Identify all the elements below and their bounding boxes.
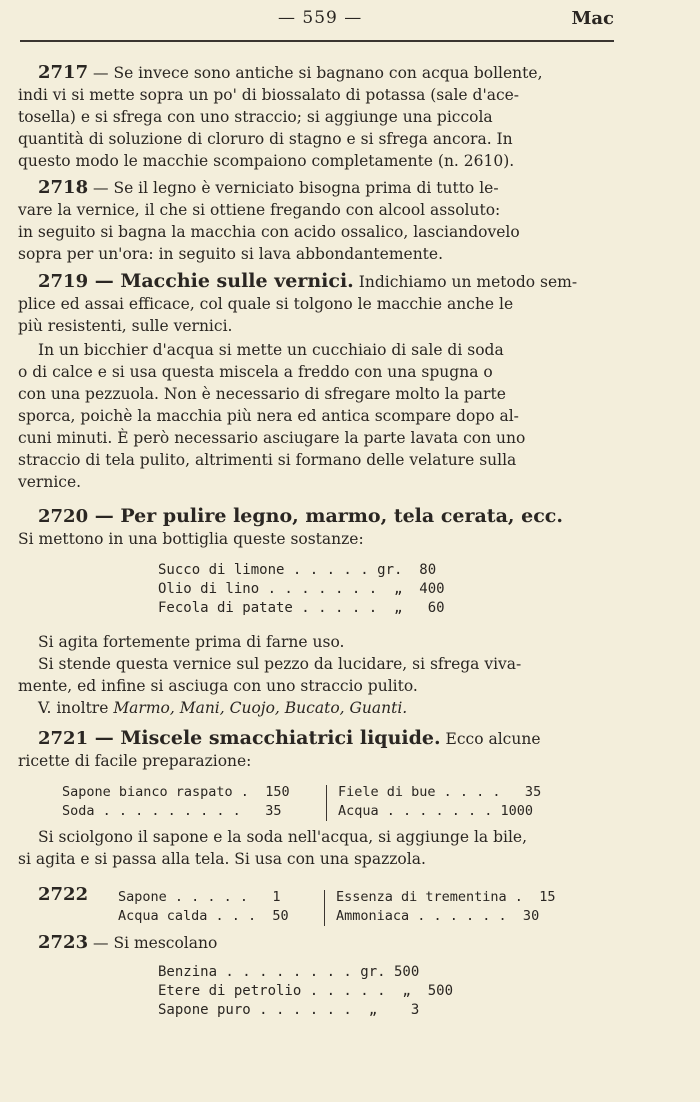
- recipe-row: Olio di lino . . . . . . . „ 400: [158, 581, 445, 597]
- page-header: [20, 8, 614, 38]
- recipe-row: Sapone bianco raspato . 150: [62, 784, 290, 800]
- recipe-row: Fiele di bue . . . . 35: [338, 784, 542, 800]
- column-divider: [326, 785, 327, 821]
- entry-number: 2721: [38, 728, 89, 749]
- recipe-row: Essenza di trementina . 15: [336, 889, 556, 905]
- entry-number: 2722: [38, 884, 89, 905]
- entry-number: 2719: [38, 271, 89, 292]
- recipe-row: Succo di limone . . . . . gr. 80: [158, 562, 437, 578]
- entry-2720-notes: Si agita fortemente prima di farne uso. Si stende questa vernice sul pezzo da lucidare, si sfrega viva- mente, ed infine si asciuga con uno straccio pulito. V. inoltre Marmo, Mani, Cuojo, Bucato, Guanti.: [18, 633, 522, 717]
- entry-title: — Miscele smacchiatrici liquide.: [88, 727, 441, 749]
- recipe-row: Etere di petrolio . . . . . „ 500: [158, 983, 454, 999]
- recipe-row: Acqua . . . . . . . 1000: [338, 803, 534, 819]
- entry-2723: 2723 — Si mescolano: [38, 932, 218, 953]
- recipe-row: Sapone puro . . . . . . „ 3: [158, 1002, 420, 1018]
- recipe-row: Acqua calda . . . 50: [118, 908, 289, 924]
- recipe-2721: [62, 783, 622, 823]
- entry-number: 2717: [38, 62, 89, 83]
- section-word: Mac: [571, 8, 614, 29]
- header-rule: [20, 40, 614, 42]
- entry-number: 2723: [38, 932, 89, 953]
- entry-2721: 2721 — Miscele smacchiatrici liquide. Ecco alcune ricette di facile preparazione:: [18, 727, 541, 770]
- page-number: — 559 —: [278, 8, 363, 28]
- recipe-row: Fecola di patate . . . . . „ 60: [158, 600, 445, 616]
- recipe-2723: [158, 963, 453, 1020]
- recipe-row: Ammoniaca . . . . . . 30: [336, 908, 540, 924]
- see-also-refs: Marmo, Mani, Cuojo, Bucato, Guanti.: [113, 699, 408, 717]
- recipe-row: Benzina . . . . . . . . gr. 500: [158, 964, 420, 980]
- recipe-row: Sapone . . . . . 1: [118, 889, 281, 905]
- column-divider: [324, 890, 325, 926]
- entry-2721-notes: Si sciolgono il sapone e la soda nell'acqua, si aggiunge la bile, si agita e si passa alla tela. Si usa con una spazzola.: [18, 828, 528, 868]
- recipe-2720: [158, 561, 445, 618]
- entry-number: 2718: [38, 177, 89, 198]
- entry-2720: 2720 — Per pulire legno, marmo, tela cerata, ecc. Si mettono in una bottiglia queste sostanze:: [18, 505, 563, 548]
- entry-number: 2720: [38, 506, 89, 527]
- recipe-2722: [118, 888, 618, 928]
- entry-title: — Per pulire legno, marmo, tela cerata, ecc.: [88, 505, 563, 527]
- entry-2718: 2718 — Se il legno è verniciato bisogna prima di tutto le- vare la vernice, il che si ottiene fregando con alcool assoluto: in seguito si bagna la macchia con acido ossalico, lasciandovelo sopra per un'ora: in seguito si lava abbondantemente.: [18, 177, 520, 263]
- entry-title: — Macchie sulle vernici.: [88, 270, 354, 292]
- entry-2722: [38, 884, 118, 905]
- recipe-row: Soda . . . . . . . . . 35: [62, 803, 282, 819]
- entry-2719: 2719 — Macchie sulle vernici. Indichiamo un metodo sem- plice ed assai efficace, col quale si tolgono le macchie anche le più resistenti, sulle vernici. In un bicchier d'acqua si mette un cucchiaio di sale di soda o di calce e si usa questa miscela a freddo con una spugna o con una pezzuola. Non è necessario di sfregare molto la parte sporca, poichè la macchia più nera ed antica scompare dopo al- cuni minuti. È però necessario asciugare la parte lavata con uno straccio di tela pulito, altrimenti si formano delle velature sulla vernice.: [18, 270, 578, 491]
- entry-2717: 2717 — Se invece sono antiche si bagnano con acqua bollente, indi vi si mette sopra un po' di biossalato di potassa (sale d'ace- tosella) e si sfrega con uno straccio; si aggiunge una piccola quantità di soluzione di cloruro di stagno e si sfrega ancora. In questo modo le macchie scompaiono completamente (n. 2610).: [18, 62, 543, 170]
